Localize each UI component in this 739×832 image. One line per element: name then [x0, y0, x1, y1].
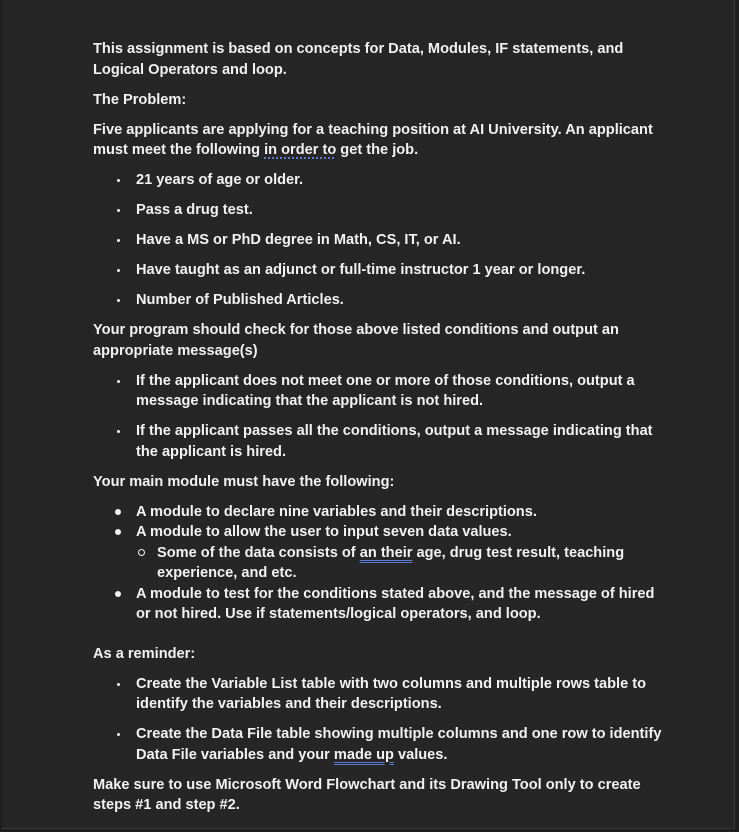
- grammar-flag-made-up[interactable]: made up: [333, 746, 394, 763]
- problem-heading: The Problem:: [93, 91, 187, 108]
- output-item: If the applicant does not meet one or more of those conditions, output a message indicating that the applicant is not hired.: [93, 371, 673, 412]
- requirement-item: Have a MS or PhD degree in Math, CS, IT, or AI.: [93, 230, 673, 251]
- document-page: [2, 0, 735, 829]
- problem-text-end: get the job.: [336, 142, 419, 158]
- module-sublist: [136, 543, 673, 584]
- module-item-text: A module to allow the user to input seven data values.: [136, 524, 512, 540]
- grammar-flag-an-their[interactable]: an their: [359, 544, 413, 561]
- subitem-text-end: age, drug test result, teaching experience, and etc.: [157, 544, 625, 581]
- requirements-list: [93, 170, 673, 311]
- main-module-heading: Your main module must have the following:: [93, 473, 395, 490]
- module-subitem: [136, 543, 673, 584]
- output-item: If the applicant passes all the conditions, output a message indicating that the applicant is hired.: [93, 421, 673, 462]
- program-paragraph: Your program should check for those above listed conditions and output an appropriate message(s): [93, 322, 619, 359]
- reminder-text-start: Create the Data File table showing multiple columns and one row to identify Data File variables and your: [136, 726, 662, 763]
- modules-list: [93, 502, 673, 625]
- closing-paragraph: Make sure to use Microsoft Word Flowchart and its Drawing Tool only to create steps #1 and step #2.: [93, 776, 641, 813]
- reminder-item: [93, 724, 673, 765]
- requirement-item: Have taught as an adjunct or full-time instructor 1 year or longer.: [93, 260, 673, 281]
- problem-text-start: Five applicants are applying for a teaching position at AI University. An applicant must meet the following: [93, 121, 653, 158]
- module-item: A module to test for the conditions stated above, and the message of hired or not hired. Use if statements/logical operators, and loop.: [93, 584, 673, 625]
- reminders-list: [93, 674, 673, 766]
- reminder-item: Create the Variable List table with two columns and multiple rows table to identify the variables and their descriptions.: [93, 674, 673, 715]
- problem-paragraph: [93, 120, 673, 161]
- module-item: [93, 522, 673, 584]
- subitem-text-start: Some of the data consists of: [157, 544, 360, 561]
- reminder-text-end: values.: [393, 746, 448, 763]
- requirement-item: Pass a drug test.: [93, 200, 673, 221]
- requirement-item: 21 years of age or older.: [93, 170, 673, 191]
- intro-paragraph: This assignment is based on concepts for Data, Modules, IF statements, and Logical Operators and loop.: [93, 41, 624, 78]
- grammar-flag-in-order-to[interactable]: in order to: [264, 142, 337, 158]
- requirement-item: Number of Published Articles.: [93, 290, 673, 311]
- document-body: [93, 39, 673, 825]
- module-item: A module to declare nine variables and their descriptions.: [93, 502, 673, 523]
- reminder-heading: As a reminder:: [93, 645, 196, 662]
- outputs-list: [93, 371, 673, 463]
